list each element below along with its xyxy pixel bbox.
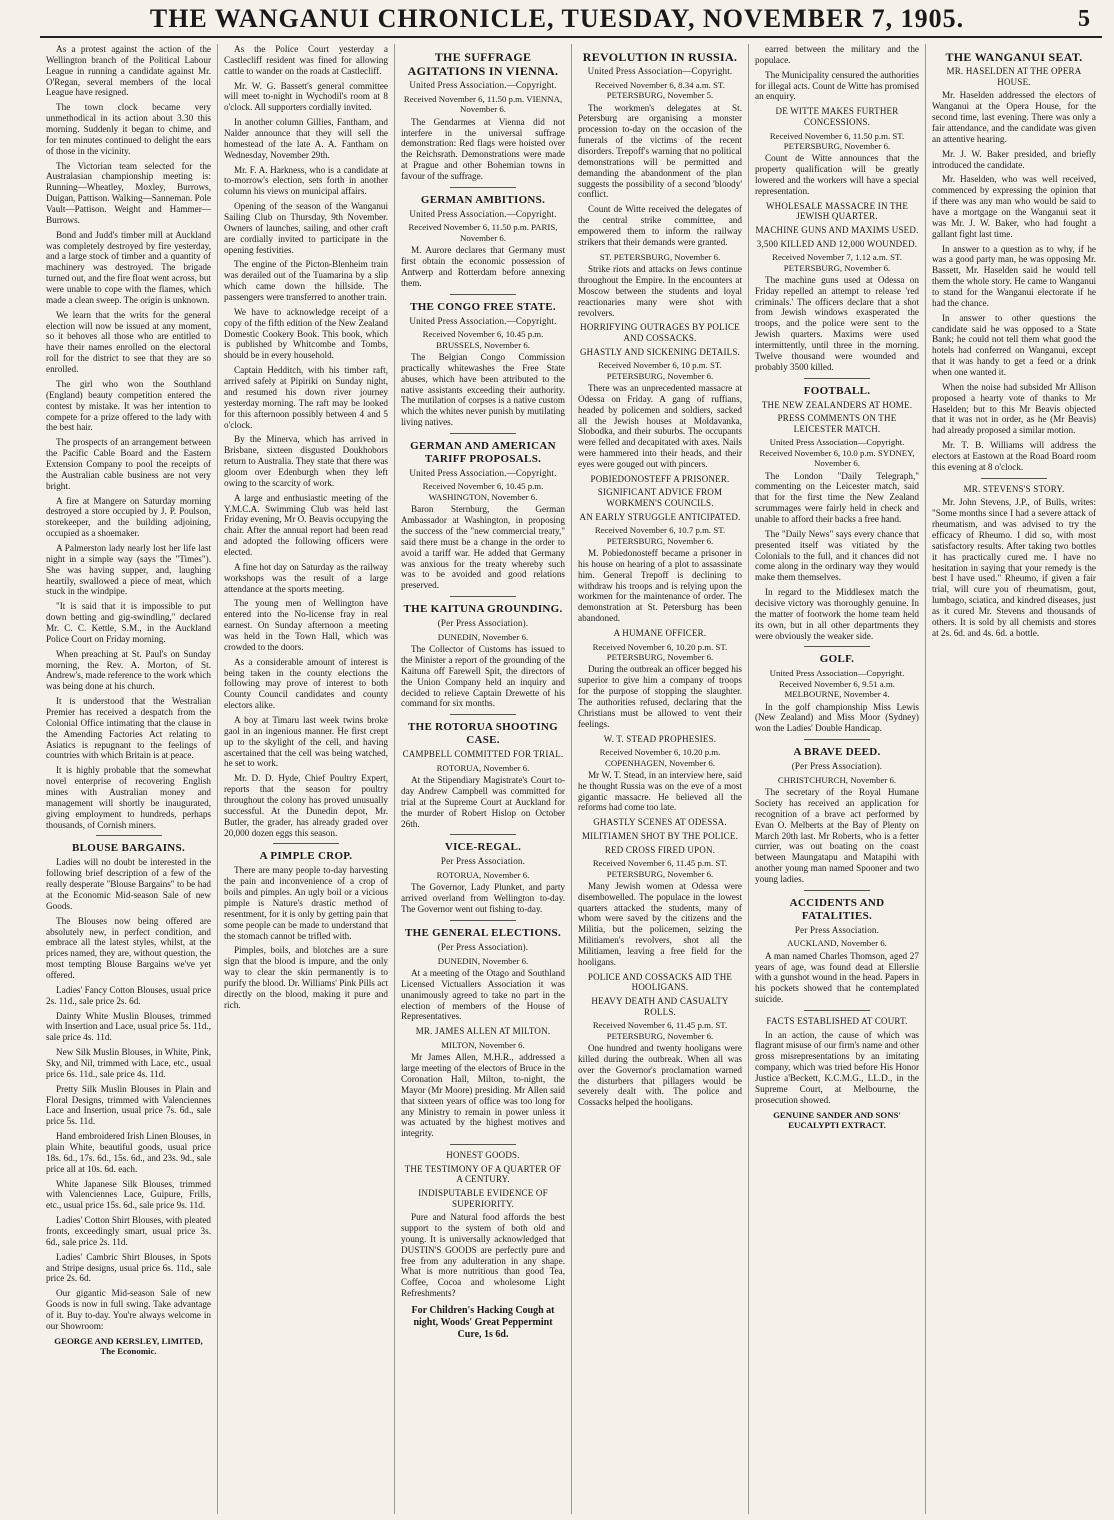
- subheading: WHOLESALE MASSACRE IN THE JEWISH QUARTER.: [765, 200, 909, 222]
- paragraph: In answer to a question as to why, if he was a good party man, he was opposing Mr. Bassett, Mr. Haselden said he would tell them the whole story. He came to Wanganui to stand for the Wanganui electorate if he had the chance.: [932, 243, 1096, 308]
- paragraph: A Palmerston lady nearly lost her life last night in a simple way (says the "Times"). She was having supper, and, laughing heartily, swallowed a piece of meat, which stuck in the windpipe.: [46, 542, 211, 597]
- divider: [450, 920, 516, 921]
- column-3: [394, 44, 571, 1514]
- paragraph: The Blouses now being offered are absolutely new, in perfect condition, and embrace all the latest styles, whilst, at the prices named, they are, without question, the most tempting Blouse Bargains we've yet offered.: [46, 915, 211, 980]
- subheading: FACTS ESTABLISHED AT COURT.: [766, 1016, 908, 1027]
- headline-kaituna: THE KAITUNA GROUNDING.: [403, 603, 563, 616]
- subheading: MR. HASELDEN AT THE OPERA HOUSE.: [946, 66, 1082, 87]
- subheading: MR. JAMES ALLEN AT MILTON.: [415, 1026, 551, 1037]
- byline: (Per Press Association).: [791, 761, 883, 772]
- paragraph: It is highly probable that the somewhat novel enterprise of recovering English mines with Australian money and management will shortly be inaugurated, giving employment to hundreds, perhaps thousands, of Cornish miners.: [46, 765, 211, 830]
- paragraph: The Gendarmes at Vienna did not interfere in the universal suffrage demonstration: Red flags were hoisted over the Reichsrath. Demonstrations were made at Prague and other Bohemian towns in favour of the suffrage.: [401, 116, 565, 181]
- masthead: [0, 0, 1114, 38]
- divider: [981, 478, 1047, 479]
- byline: United Press Association.—Copyright.: [409, 467, 557, 478]
- dateline: ST. PETERSBURG, November 6.: [599, 251, 721, 262]
- page-number: 5: [1078, 6, 1090, 32]
- divider: [450, 187, 516, 188]
- dateline: DUNEDIN, November 6.: [437, 955, 529, 966]
- headline-honest-goods: HONEST GOODS.: [446, 1150, 520, 1161]
- paragraph: In another column Gillies, Fantham, and Nalder announce that they will sell the homestead of the late A. A. Fantham on Wednesday, November 29th.: [224, 117, 388, 160]
- paragraph: Captain Hedditch, with his timber raft, arrived safely at Pipiriki on Sunday night, and resumed his down river journey yesterday morning. The raft may be looked for this afternoon possibly between 4 and 5 o'clock.: [224, 365, 388, 430]
- paragraph: A man named Charles Thomson, aged 27 years of age, was found dead at Ellerslie with a gunshot wound in the head. Papers in his pockets showed that he contemplated suicide.: [755, 950, 919, 1005]
- dateline: Received November 6, 11.45 p.m. ST. PETERSBURG, November 6.: [592, 858, 728, 879]
- subheading: HEAVY DEATH AND CASUALTY ROLLS.: [591, 996, 729, 1017]
- divider: [804, 739, 870, 740]
- subheading: AN EARLY STRUGGLE ANTICIPATED.: [579, 511, 741, 522]
- paragraph: The machine guns used at Odessa on Friday repelled an attempt to release 'red criminals.' The officers declare that a shot from Jewish windows exasperated the troops, and the police were sent to the Jewish quarters. Maxims were used intermittently, until three in the morning. Twelve thousand were wounded and probably 3500 killed.: [755, 274, 919, 372]
- paragraph: There are many people to-day harvesting the pain and inconvenience of a crop of boils and pimples. An ugly boil or a vicious pimple is Nature's drastic method of resentment, for it is only by getting pain that some people can be made to understand that the stomach cannot be trifled with.: [224, 865, 388, 941]
- paragraph: Mr. D. D. Hyde, Chief Poultry Expert, reports that the season for poultry throughout the colony has proved unusually successful. At the Dunedin depot, Mr. Butler, the grader, has already graded over 20,000 dozen eggs this season.: [224, 773, 388, 838]
- paragraph: The secretary of the Royal Humane Society has received an application for recognition of a brave act performed by Evan O. Melberts at the Bay of Plenty on March 20th last. Mr Roberts, who is a fetter currier, was out boating on the coast between Maungatapu and Matapihi with another young man named Spooner and two young ladies.: [755, 787, 919, 884]
- paragraph: We have to acknowledge receipt of a copy of the fifth edition of the New Zealand Domestic Cookery Book. This book, which is published by Whitcombe and Tombs, should be in every household.: [224, 306, 388, 361]
- column-6: [925, 44, 1102, 1514]
- dateline: Received November 6, 10.20 p.m. COPENHAGEN, November 6.: [599, 747, 721, 768]
- subheading: DE WITTE MAKES FURTHER CONCESSIONS.: [775, 106, 899, 127]
- headline-accidents: ACCIDENTS AND FATALITIES.: [789, 896, 885, 922]
- dateline: Received November 6, 8.34 a.m. ST. PETERSBURG, November 5.: [595, 79, 725, 101]
- paragraph: Mr. F. A. Harkness, who is a candidate at to-morrow's election, sets forth in another column his views on municipal affairs.: [224, 164, 388, 197]
- byline: (Per Press Association).: [437, 941, 529, 952]
- paragraph: In regard to the Middlesex match the decisive victory was thoroughly genuine. In the matter of footwork the home team held its own, but in all other departments they were obviously the weaker side.: [755, 587, 919, 641]
- byline: United Press Association.—Copyright.: [409, 315, 557, 326]
- advertisement: For Children's Hacking Cough at night, Woods' Great Peppermint Cure, 1s 6d.: [411, 1305, 555, 1340]
- byline: Per Press Association.: [794, 924, 880, 935]
- newspaper-title: THE WANGANUI CHRONICLE, TUESDAY, NOVEMBER 7, 1905.: [149, 4, 965, 33]
- paragraph: The young men of Wellington have entered into the No-license fray in real earnest. On Sunday afternoon a meeting was held in the Town Hall, which was crowded to the doors.: [224, 598, 388, 652]
- dateline: Received November 6, 10.7 p.m. ST. PETERSBURG, November 6.: [594, 525, 726, 546]
- paragraph: When preaching at St. Paul's on Sunday morning, the Rev. A. Morton, of St. Andrew's, made reference to the work which was being done at his church.: [46, 648, 211, 692]
- subheading: 3,500 KILLED AND 12,000 WOUNDED.: [756, 238, 918, 249]
- byline: United Press Association.—Copyright.: [409, 80, 557, 91]
- subheading: THE TESTIMONY OF A QUARTER OF A CENTURY.: [404, 1163, 562, 1185]
- paragraph: Mr James Allen, M.H.R., addressed a large meeting of the electors of Bruce in the Coronation Hall, Milton, to-night, the Mayor (Mr Moore) presiding. Mr Allen said that sixteen years of office was too long for any Ministry to remain in power unless it was actuated by the highest motives and integrity.: [401, 1052, 565, 1139]
- paragraph: Pure and Natural food affords the best support to the system of both old and young. It is universally acknowledged that DUSTIN'S GOODS are perfectly pure and free from any adulteration in any shape. What is more nutritious than good Tea, Coffee, Cocoa and wholesome Light Refreshments?: [401, 1212, 565, 1299]
- dateline: Received November 6, 10.45 p.m. WASHINGTON, November 6.: [422, 481, 544, 502]
- paragraph: New Silk Muslin Blouses, in White, Pink, Sky, and Nil, trimmed with Lace, etc., usual price 6s. 11d., sale price 4s. 11d.: [46, 1047, 211, 1079]
- paragraph: White Japanese Silk Blouses, trimmed with Valenciennes Lace, Guipure, Frills, etc., usual price 15s. 6d., sale price 9s. 11d.: [46, 1178, 211, 1211]
- dateline: Received November 6, 11.45 p.m. ST. PETERSBURG, November 6.: [592, 1020, 728, 1041]
- headline-blouse-bargains: BLOUSE BARGAINS.: [72, 842, 185, 855]
- column-5: [748, 44, 925, 1514]
- dateline: Received November 6, 11.50 p.m. PARIS, November 6.: [408, 222, 558, 243]
- paragraph: Mr W. T. Stead, in an interview here, said he thought Russia was on the eve of a most gigantic massacre. He believed all the reforms had come too late.: [578, 769, 742, 813]
- paragraph: A fine hot day on Saturday as the railway workshops was the result of a large attendance at the sports meeting.: [224, 561, 388, 594]
- headline-wanganui-seat: THE WANGANUI SEAT.: [945, 50, 1083, 64]
- paragraph: Count de Witte received the delegates of the central strike committee, and empowered them to inform the railway strikers that their demands were granted.: [578, 204, 742, 247]
- dateline: United Press Association—Copyright. Received November 6, 10.0 p.m. SYDNEY, November 6.: [759, 437, 915, 469]
- headline-stevens-story: MR. STEVENS'S STORY.: [963, 483, 1065, 494]
- subheading: PRESS COMMENTS ON THE LEICESTER MATCH.: [777, 413, 897, 434]
- paragraph: As the Police Court yesterday a Castlecliff resident was fined for allowing cattle to wander on the roads at Castlecliff.: [224, 44, 388, 76]
- divider: [804, 1010, 870, 1011]
- paragraph: Mr. Haselden addressed the electors of Wanganui at the Opera House, for the second time, last evening. There was only a fair attendance, and the candidate was given an attentive hearing.: [932, 90, 1096, 144]
- dateline: DUNEDIN, November 6.: [437, 631, 529, 642]
- column-4: [571, 44, 748, 1514]
- paragraph: The girl who won the Southland (England) beauty competition entered the contest by mistake. It was her intention to compete for a prize offered to the lady with the best hair.: [46, 378, 211, 433]
- paragraph: M. Aurore declares that Germany must first obtain the economic possession of Antwerp and Rotterdam before annexing them.: [401, 245, 565, 288]
- paragraph: The workmen's delegates at St. Petersburg are organising a monster procession to-day on the occasion of the funerals of the victims of the recent disorders. Trepoff's warning that no political demonstrations will be permitted and demanding the abandonment of the plan suggests the possibility of a second 'bloody' conflict.: [578, 102, 742, 200]
- divider: [450, 433, 516, 434]
- paragraph: As a considerable amount of interest is being taken in the county elections the following may prove of interest to both County Council candidates and county electors alike.: [224, 656, 388, 711]
- paragraph: In an action, the cause of which was flagrant misuse of our firm's name and other gross misrepresentations by an imitating company, which was tried before His Honor Justice a'Beckett, K.C.M.G., LL.D., in the Supreme Court, at Melbourne, the prosecution showed.: [755, 1029, 919, 1105]
- divider: [450, 714, 516, 715]
- paragraph: Mr. J. W. Baker presided, and briefly introduced the candidate.: [932, 148, 1096, 170]
- masthead-rule: [40, 36, 1102, 38]
- headline-tariff: GERMAN AND AMERICAN TARIFF PROPOSALS.: [410, 439, 556, 465]
- headline-suffrage: THE SUFFRAGE AGITATIONS IN VIENNA.: [407, 50, 559, 79]
- paragraph: Pretty Silk Muslin Blouses in Plain and Floral Designs, trimmed with Valenciennes Lace and Insertion, usual price 7s. 6d., sale price 5s. 11d.: [46, 1083, 211, 1127]
- subheading: HORRIFYING OUTRAGES BY POLICE AND COSSACKS.: [580, 322, 740, 343]
- subheading: GHASTLY AND SICKENING DETAILS.: [579, 346, 741, 357]
- byline: (Per Press Association).: [437, 618, 529, 629]
- paragraph: The engine of the Picton-Blenheim train was derailed out of the Tuamarina by a slip which came down the hillside. The passengers were transferred to another train.: [224, 259, 388, 303]
- divider: [273, 843, 339, 844]
- paragraph: Ladies' Cotton Shirt Blouses, with pleated fronts, exceedingly smart, usual price 3s. 6d., sale price 2s. 11d.: [46, 1215, 211, 1247]
- paragraph: The Municipality censured the authorities for illegal acts. Count de Witte has promised an enquiry.: [755, 69, 919, 102]
- column-2: [217, 44, 394, 1514]
- paragraph: Our gigantic Mid-season Sale of new Goods is now in full swing. Take advantage of it. Buy to-day. You're always welcome in our Showroom:: [46, 1288, 211, 1331]
- divider: [96, 835, 162, 836]
- subheading: POLICE AND COSSACKS AID THE HOOLIGANS.: [587, 971, 733, 993]
- dateline: United Press Association—Copyright. Received November 6, 9.51 a.m. MELBOURNE, November 4.: [769, 668, 905, 700]
- subheading: RED CROSS FIRED UPON.: [604, 844, 716, 855]
- paragraph: When the noise had subsided Mr Allison proposed a hearty vote of thanks to Mr Haselden; but to this Mr Beavis objected that it was not in order, as he (Mr Beavis) had already proposed a similar motion.: [932, 381, 1096, 436]
- divider: [450, 1144, 516, 1145]
- paragraph: Ladies will no doubt be interested in the following brief description of a few of the really desperate "Blouse Bargains" to be had at the Economic Mid-season Sale of new Goods.: [46, 857, 211, 911]
- headline-german-ambitions: GERMAN AMBITIONS.: [420, 193, 546, 206]
- paragraph: The Governor, Lady Plunket, and party arrived overland from Wellington to-day. The Governor went out fishing to-day.: [401, 882, 565, 915]
- advertisement: GENUINE SANDER AND SONS' EUCALYPTI EXTRACT.: [773, 1109, 901, 1131]
- paragraph: In answer to other questions the candidate said he was opposed to a State Bank; he could not tell them what good the hotels had conferred on Wanganui, except that it was handy to get a feed or a drink when one wanted it.: [932, 312, 1096, 377]
- paragraph: At a meeting of the Otago and Southland Licensed Victuallers Association it was unanimously agreed to take no part in the election of members of the House of Representatives.: [401, 967, 565, 1022]
- paragraph: It is understood that the Westralian Premier has received a despatch from the Colonial Office intimating that the clause in the Amending Factories Act relating to Asiatics is repugnant to the feelings of countries with which Britain is at peace.: [46, 696, 211, 761]
- headline-golf: GOLF.: [819, 653, 855, 666]
- subheading: CAMPBELL COMMITTED FOR TRIAL.: [402, 749, 564, 760]
- divider: [804, 646, 870, 647]
- subheading: A HUMANE OFFICER.: [613, 628, 707, 639]
- paragraph: Ladies' Cambric Shirt Blouses, in Spots and Stripe designs, usual price 6s. 11d., sale price 2s. 6d.: [46, 1251, 211, 1284]
- paragraph: Many Jewish women at Odessa were disembowelled. The populace in the lowest quarters attacked the students, many of whom were saved by the citizens and the Militia, but the policemen, seizing the Militiamen's revolvers, shot all the Militiamen, leaving a free field for the hooligans.: [578, 880, 742, 967]
- subheading: W. T. STEAD PROPHESIES.: [603, 733, 717, 744]
- paragraph: The "Daily News" says every chance that presented itself was vitiated by the Colonials to the full, and it chances did not come along in the ordinary way they would make them themselves.: [755, 528, 919, 583]
- dateline: ROTORUA, November 6.: [436, 762, 530, 773]
- paragraph: Ladies' Fancy Cotton Blouses, usual price 2s. 11d., sale price 2s. 6d.: [46, 984, 211, 1006]
- paragraph: The London "Daily Telegraph," commenting on the Leicester match, said that for the first time the New Zealand scrummages were fairly held in check and unable to afford their backs a free hand.: [755, 470, 919, 524]
- paragraph: Pimples, boils, and blotches are a sure sign that the blood is impure, and the only way to clear the skin permanently is to purify the blood. Dr. Williams' Pink Pills act directly on the blood, making it pure and rich.: [224, 945, 388, 1010]
- paragraph: Opening of the season of the Wanganui Sailing Club on Thursday, 9th November. Owners of launches, sailing, and other craft are cordially invited to participate in the opening festivities.: [224, 201, 388, 255]
- paragraph: By the Minerva, which has arrived in Brisbane, sixteen disgusted Doukhobors return to Australia. They state that there was gloom over Edenburgh when they left owing to the scarcity of work.: [224, 434, 388, 488]
- paragraph: Mr. John Stevens, J.P., of Bulls, writes: "Some months since I had a severe attack of rheumatism, and was advised to try the efficacy of Rheumo. I did so, with most satisfactory results. After taking two bottles it has practically cured me. I have no hesitation in saying that your remedy is the best I have used." Rheumo, if given a fair trial, will cure you of rheumatism, gout, lumbago, sciatica, and kindred diseases, just as it cured Mr. Stevens and thousands of others. It is sold by all chemists and stores at 2s. 6d. and 4s. 6d. a bottle.: [932, 497, 1096, 638]
- column-1: [40, 44, 217, 1514]
- paragraph: One hundred and twenty hooligans were killed during the outbreak. When all was over the Governor's proclamation warned the disturbers that pillagers would be severely dealt with. The police and Cossacks helped the hooligans.: [578, 1042, 742, 1108]
- dateline: Received November 6, 11.50 p.m. VIENNA, November 6.: [403, 93, 563, 115]
- paragraph: A boy at Timaru last week twins broke gaol in an ingenious manner. He first crept up to the skylight of the cell, and having ascertained that the cell was being watched, he set to work.: [224, 714, 388, 769]
- paragraph: The Victorian team selected for the Australasian championship meeting is: Running—Wheatley, Moxley, Burrows, Duigan, Pattison. Walking—Sanneman. Pole Vault—Pattison. Weight and Hammer—Burrows.: [46, 160, 211, 225]
- dateline: Received November 6, 10.45 p.m. BRUSSELS, November 6.: [422, 329, 544, 350]
- headline-revolution: REVOLUTION IN RUSSIA.: [582, 50, 738, 64]
- paragraph: Strike riots and attacks on Jews continue throughout the Empire. In the encounters at Moscow between the students and loyal reactionaries many were shot with revolvers.: [578, 264, 742, 318]
- dateline: Received November 6, 10 p.m. ST. PETERSBURG, November 6.: [598, 360, 722, 381]
- columns: [40, 44, 1102, 1514]
- subheading: THE NEW ZEALANDERS AT HOME.: [761, 399, 913, 410]
- headline-congo: THE CONGO FREE STATE.: [410, 300, 556, 313]
- subheading: POBIEDONOSTEFF A PRISONER.: [590, 473, 730, 484]
- paragraph: Dainty White Muslin Blouses, trimmed with Insertion and Lace, usual price 5s. 11d., sale price 4s. 11d.: [46, 1010, 211, 1043]
- headline-brave-deed: A BRAVE DEED.: [793, 746, 881, 759]
- paragraph: earred between the military and the populace.: [755, 44, 919, 65]
- paragraph: A large and enthusiastic meeting of the Y.M.C.A. Swimming Club was held last Friday evening, Mr O. Beavis occupying the chair. After the annual report had been read and adopted the following officers were elected.: [224, 492, 388, 557]
- paragraph: M. Pobiedonosteff became a prisoner in his house on hearing of a plot to assassinate him. General Trepoff is declining to withdraw his troops and is relying upon the workmen for the maintenance of order. The demonstration at St. Petersburg has been abandoned.: [578, 548, 742, 624]
- subheading: MILITIAMEN SHOT BY THE POLICE.: [581, 830, 739, 841]
- paragraph: The town clock became very unmethodical in its action about 3.30 this morning. Suddenly it began to chime, and for ten minutes continued to delight the ears of those in the vicinity.: [46, 102, 211, 156]
- paragraph: During the outbreak an officer begged his superior to give him a company of troops for the purpose of stopping the slaughter. The authorities refused, declaring that the Christians must be allowed to vent their feelings.: [578, 664, 742, 729]
- divider: [450, 834, 516, 835]
- divider: [804, 890, 870, 891]
- paragraph: Count de Witte announces that the property qualification will be greatly lowered and the workers will have a special representation.: [755, 153, 919, 196]
- paragraph: At the Stipendiary Magistrate's Court to-day Andrew Campbell was committed for trial at the Supreme Court at Auckland for the murder of Robert Hislop on October 26th.: [401, 775, 565, 829]
- headline-football: FOOTBALL.: [803, 384, 871, 397]
- paragraph: We learn that the writs for the general election will now be issued at any moment, so it behoves all those who are entitled to have their names enrolled on the electoral roll for the district to see that they are so enrolled.: [46, 309, 211, 375]
- divider: [804, 378, 870, 379]
- paragraph: In the golf championship Miss Lewis (New Zealand) and Miss Moor (Sydney) won the Ladies' Double Handicap.: [755, 701, 919, 734]
- divider: [450, 596, 516, 597]
- dateline: Received November 6, 10.20 p.m. ST. PETERSBURG, November 6.: [592, 641, 728, 662]
- dateline: MILTON, November 6.: [441, 1039, 525, 1050]
- paragraph: Bond and Judd's timber mill at Auckland was completely destroyed by fire yesterday, and a large stock of timber and a quantity of machinery was destroyed. The brigade turned out, and the fire float went across, but were unable to cope with the flames, which made a clean sweep. The origin is unknown.: [46, 229, 211, 305]
- divider: [450, 294, 516, 295]
- paragraph: The Collector of Customs has issued to the Minister a report of the grounding of the Kaituna off Farewell Spit, the directors of the Union Company held an inquiry and decided to relieve Captain Drewette of his command for six months.: [401, 644, 565, 709]
- byline: United Press Association.—Copyright.: [409, 208, 557, 219]
- subheading: GHASTLY SCENES AT ODESSA.: [593, 817, 727, 828]
- paragraph: Mr. Haselden, who was well received, commenced by expressing the opinion that if there was any man who would be said to have a mortgage on the Wanganui seat it was Mr. J. W. Baker, who had fought a gallant fight last time.: [932, 174, 1096, 239]
- headline-rotorua: THE ROTORUA SHOOTING CASE.: [407, 721, 559, 747]
- paragraph: A fire at Mangere on Saturday morning destroyed a store occupied by J. P. Poulson, storekeeper, and the building adjoining, occupied as a shoemaker.: [46, 495, 211, 539]
- paragraph: Baron Sternburg, the German Ambassador at Washington, in proposing the success of the "new commercial treaty," said there must be a change in the order to avoid a tariff war. He added that Germany was anxious for the treaty whereby such was to be avoided and good relations preserved.: [401, 504, 565, 591]
- paragraph: Mr. W. G. Bassett's general committee will meet to-night in Wychodil's room at 8 o'clock. All supporters cordially invited.: [224, 80, 388, 113]
- dateline: Received November 6, 11.50 p.m. ST. PETERSBURG, November 6.: [769, 130, 905, 151]
- byline: United Press Association—Copyright.: [587, 66, 733, 77]
- dateline: ROTORUA, November 6.: [436, 870, 530, 881]
- paragraph: "It is said that it is impossible to put down betting and gig-swindling," declared Mr. C. C. Kettle, S.M., in the Auckland Police Court on Friday morning.: [46, 601, 211, 644]
- subheading: MACHINE GUNS AND MAXIMS USED.: [755, 224, 919, 235]
- dateline: CHRISTCHURCH, November 6.: [777, 774, 897, 785]
- paragraph: Mr. T. B. Williams will address the electors at Eastown at the Road Board room this evening at 8 o'clock.: [932, 440, 1096, 472]
- headline-general-elections: THE GENERAL ELECTIONS.: [404, 926, 562, 939]
- subheading: SIGNIFICANT ADVICE FROM WORKMEN'S COUNCILS.: [597, 487, 723, 509]
- paragraph: The Belgian Congo Commission practically whitewashes the Free State abuses, which have been attributed to the native assistants exceeding their authority. The mutilation of corpses is a native custom which the whites never punish by mutilating living natives.: [401, 351, 565, 428]
- paragraph: Hand embroidered Irish Linen Blouses, in plain White, beautiful goods, usual price 18s. 6d., 17s. 6d., 15s. 6d., and 23s. 9d., sale price all at 10s. 6d. each.: [46, 1131, 211, 1174]
- headline-pimple-crop: A PIMPLE CROP.: [259, 850, 353, 863]
- advertiser-signature: GEORGE AND KERSLEY, LIMITED, The Economic.: [54, 1335, 203, 1357]
- dateline: Received November 7, 1.12 a.m. ST. PETERSBURG, November 6.: [772, 252, 902, 273]
- paragraph: There was an unprecedented massacre at Odessa on Friday. A gang of ruffians, headed by policemen and soldiers, sacked all the Jewish houses at Moldavanka, Slobodka, and their suburbs. The occupants were felled and decapitated with axes. Nails were hammered into their heads, and their eyes were gouged out with pincers.: [578, 382, 742, 469]
- headline-vice-regal: VICE-REGAL.: [444, 841, 522, 854]
- paragraph: As a protest against the action of the Wellington branch of the Political Labour League in running a candidate against Mr. O'Regan, several members of the local League have resigned.: [46, 44, 211, 98]
- subheading: INDISPUTABLE EVIDENCE OF SUPERIORITY.: [418, 1187, 548, 1209]
- dateline: AUCKLAND, November 6.: [787, 938, 887, 949]
- byline: Per Press Association.: [440, 856, 526, 867]
- paragraph: The prospects of an arrangement between the Pacific Cable Board and the Eastern Extension Company to pool the receipts of the Australian cable business are not very bright.: [46, 437, 211, 491]
